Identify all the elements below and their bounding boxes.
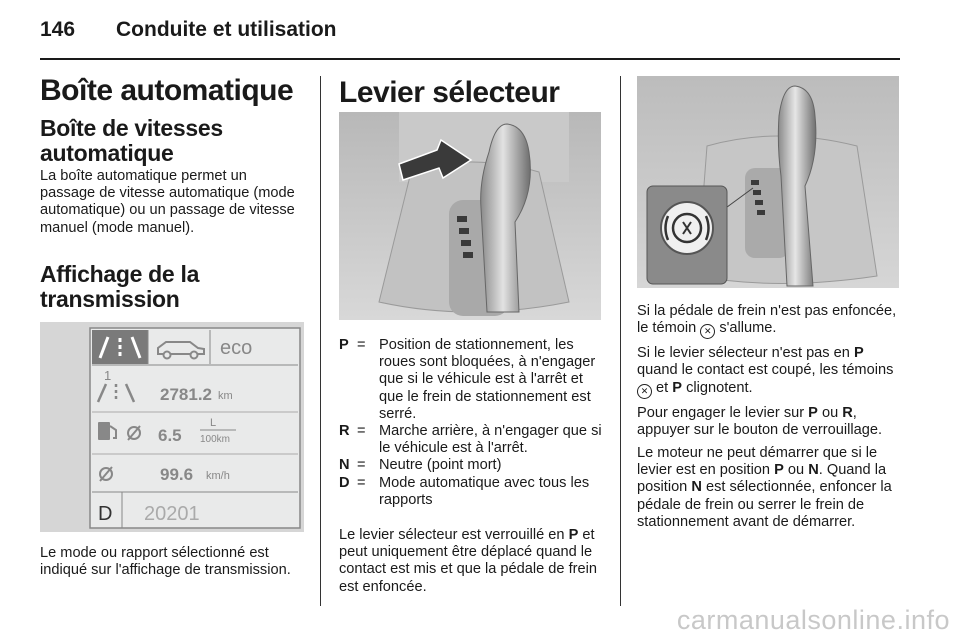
position-letter: N <box>339 457 350 474</box>
position-item-P <box>339 337 605 423</box>
display-row3-value: 99.6 <box>160 465 194 484</box>
display-row3-unit: km/h <box>206 470 230 482</box>
lever-lock-text <box>339 527 605 596</box>
display-row2-value: 6.5 <box>158 426 182 445</box>
position-letter: D <box>339 474 350 491</box>
start-paragraph <box>637 445 903 531</box>
engage-text-a: Pour engager le levier sur <box>637 404 809 421</box>
blink-text-a: Si le levier sélecteur n'est pas en <box>637 345 854 362</box>
engage-paragraph <box>637 405 903 439</box>
display-row2-unit: 100km <box>200 434 231 445</box>
lever-lock-paragraph <box>339 527 605 596</box>
intro-text: La boîte automatique permet un passage de vitesse automatique (mode automatique) ou un passage de vitesse manuel (mode manuel). <box>40 168 295 236</box>
brake-warning-end: s'allume. <box>715 320 777 337</box>
engage-text-b: ou <box>817 404 843 421</box>
display-caption <box>40 545 304 579</box>
position-item-N <box>339 457 605 474</box>
page-number: 146 <box>40 18 76 41</box>
engage-R: R <box>842 404 853 421</box>
display-section-title: Affichage de la transmission <box>40 261 200 312</box>
transmission-display-image <box>40 322 304 532</box>
position-desc: Mode automatique avec tous les rapports <box>379 474 590 508</box>
column-divider-1 <box>320 76 321 606</box>
position-item-R <box>339 423 605 457</box>
position-eq: = <box>357 337 366 353</box>
lock-P: P <box>568 527 579 543</box>
start-text-d: est sélectionnée, enfoncer la pédale de frein ou serrer le frein de stationnement avant de démarrer. <box>637 479 892 530</box>
position-eq: = <box>357 474 366 491</box>
warning-paragraphs <box>637 303 903 531</box>
lock-text-2: et peut uniquement être déplacé quand le contact est mis et que la pédale de frein est enfoncée. <box>339 527 597 595</box>
brake-warning-text: Si la pédale de frein n'est pas enfoncée, le témoin <box>637 303 897 337</box>
position-eq: = <box>357 423 366 440</box>
watermark-url: carmanualsonline.info <box>676 605 950 635</box>
blink-paragraph <box>637 345 903 398</box>
engage-P: P <box>808 404 818 421</box>
position-letter: P <box>339 337 349 353</box>
blink-text-d: clignotent. <box>682 379 753 396</box>
display-row2-small: L <box>210 417 217 429</box>
brake-warning-image <box>637 76 899 288</box>
blink-text-c: et <box>652 379 673 396</box>
display-row1-unit: km <box>218 390 233 402</box>
start-text-a: Le moteur ne peut démarrer que si le levier est en position <box>637 445 878 479</box>
gear-lever-image <box>339 112 601 320</box>
position-eq: = <box>357 457 366 474</box>
engage-text-c: , appuyer sur le bouton de verrouillage. <box>637 404 883 438</box>
display-eco-label: eco <box>220 337 253 359</box>
display-odometer: 20201 <box>144 503 200 525</box>
start-text-b: ou <box>783 462 809 479</box>
position-letter: R <box>339 423 350 440</box>
brake-warning-icon: ✕ <box>637 384 652 399</box>
brake-warning-icon: ✕ <box>700 324 715 339</box>
section-title: Boîte automatique <box>40 74 294 107</box>
lock-text-1: Le levier sélecteur est verrouillé en <box>339 527 569 543</box>
header-rule <box>40 58 900 60</box>
brake-warning-paragraph <box>637 303 903 339</box>
subsection-title: Boîte de vitesses automatique <box>40 115 223 166</box>
start-N: N <box>808 462 819 479</box>
display-caption-text: Le mode ou rapport sélectionné est indiqué sur l'affichage de transmission. <box>40 545 291 579</box>
start-P: P <box>774 462 784 479</box>
chapter-title: Conduite et utilisation <box>116 18 337 41</box>
selector-lever-title: Levier sélecteur <box>339 76 560 109</box>
position-desc: Neutre (point mort) <box>379 457 502 474</box>
start-N2: N <box>691 479 702 496</box>
intro-paragraph <box>40 168 306 237</box>
column-divider-2 <box>620 76 621 606</box>
position-desc: Marche arrière, à n'engager que si le véhicule est à l'arrêt. <box>379 423 602 457</box>
blink-P2: P <box>672 379 683 396</box>
display-row1-value: 2781.2 <box>160 385 212 404</box>
display-gear: D <box>98 503 113 525</box>
display-row1-small: 1 <box>104 368 112 383</box>
position-desc: Position de stationnement, les roues sont bloquées, à n'engager que si le véhicule est à l'arrêt et que le frein de stationnement est serré. <box>379 337 596 422</box>
blink-text-b: quand le contact est coupé, les témoins <box>637 362 894 379</box>
blink-P: P <box>853 345 864 362</box>
start-text-c: . Quand la position <box>637 462 887 496</box>
position-list <box>339 337 605 509</box>
position-item-D <box>339 475 605 509</box>
